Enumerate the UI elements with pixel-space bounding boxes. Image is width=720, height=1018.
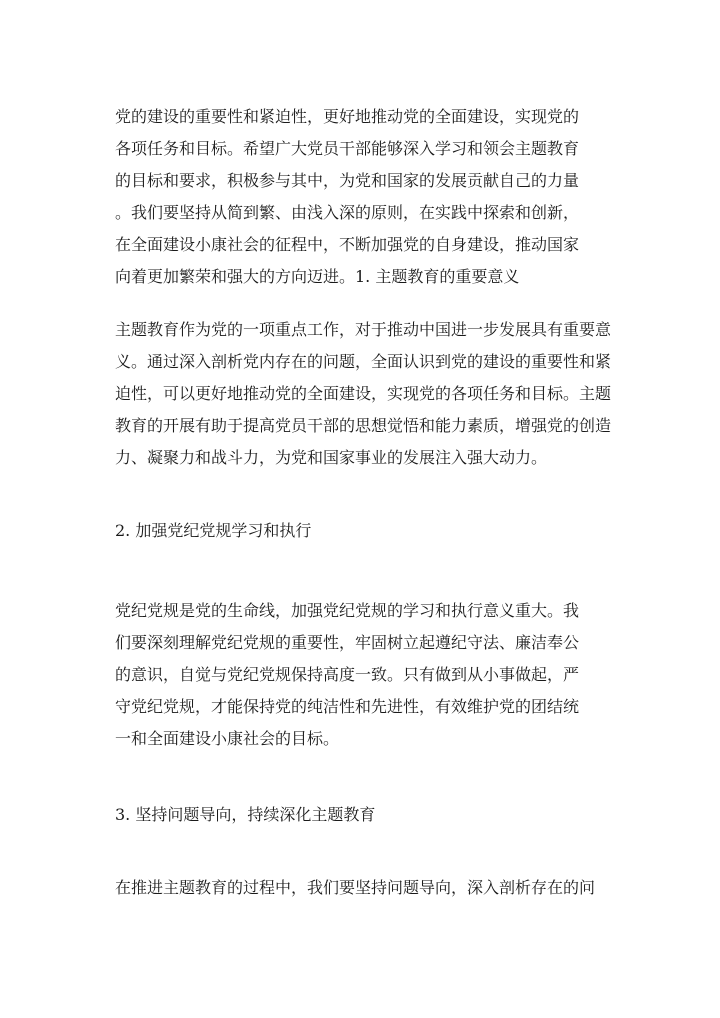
section-heading-2: 2. 加强党纪党规学习和执行 (115, 521, 312, 540)
text-line: 。我们要坚持从简到繁、由浅入深的原则，在实践中探索和创新， (115, 203, 580, 222)
paragraph-significance (115, 314, 660, 474)
text-line: 向着更加繁荣和强大的方向迈进。1. 主题教育的重要意义 (115, 267, 520, 286)
text-line: 党纪党规是党的生命线，加强党纪党规的学习和执行意义重大。我 (115, 601, 580, 620)
text-line: 的目标和要求，积极参与其中，为党和国家的发展贡献自己的力量 (115, 171, 580, 190)
text-line: 力、凝聚力和战斗力，为党和国家事业的发展注入强大动力。 (115, 448, 548, 467)
text-line: 党的建设的重要性和紧迫性，更好地推动党的全面建设，实现党的 (115, 107, 580, 126)
paragraph-problem-oriented (115, 872, 660, 904)
text-line: 各项任务和目标。希望广大党员干部能够深入学习和领会主题教育 (115, 139, 580, 158)
text-line: 们要深刻理解党纪党规的重要性，牢固树立起遵纪守法、廉洁奉公 (115, 633, 580, 652)
text-line: 在全面建设小康社会的征程中，不断加强党的自身建设，推动国家 (115, 235, 580, 254)
text-line: 迫性，可以更好地推动党的全面建设，实现党的各项任务和目标。主题 (115, 384, 612, 403)
text-line: 义。通过深入剖析党内存在的问题，全面认识到党的建设的重要性和紧 (115, 352, 612, 371)
text-line: 主题教育作为党的一项重点工作，对于推动中国进一步发展具有重要意 (115, 320, 612, 339)
paragraph-discipline (115, 595, 660, 755)
text-line: 教育的开展有助于提高党员干部的思想觉悟和能力素质，增强党的创造 (115, 416, 612, 435)
text-line: 一和全面建设小康社会的目标。 (115, 729, 340, 748)
paragraph-continuation (115, 101, 660, 293)
text-line: 守党纪党规，才能保持党的纯洁性和先进性，有效维护党的团结统 (115, 697, 580, 716)
text-line: 的意识，自觉与党纪党规保持高度一致。只有做到从小事做起，严 (115, 665, 580, 684)
text-line: 在推进主题教育的过程中，我们要坚持问题导向，深入剖析存在的问 (115, 878, 596, 897)
section-heading-3: 3. 坚持问题导向，持续深化主题教育 (115, 805, 376, 824)
